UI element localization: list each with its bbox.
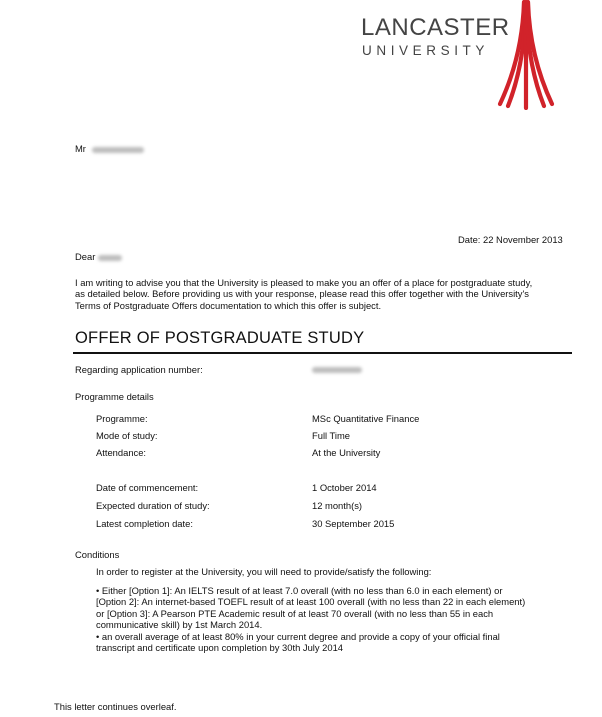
programme-value: MSc Quantitative Finance (312, 413, 420, 424)
university-name-line2: UNIVERSITY (362, 43, 490, 58)
dear-line (75, 251, 122, 262)
redacted-application-number (312, 367, 362, 373)
condition-line: [Option 2]: An internet-based TOEFL result of at least 100 overall (with no less than 22 in each element) (96, 596, 526, 608)
conditions-intro: In order to register at the University, you will need to provide/satisfy the following: (96, 566, 432, 577)
heading-divider (73, 352, 572, 354)
application-label: Regarding application number: (75, 364, 203, 375)
completion-value: 30 September 2015 (312, 518, 395, 529)
commencement-value: 1 October 2014 (312, 482, 377, 493)
completion-label: Latest completion date: (96, 518, 193, 529)
redacted-name (92, 147, 144, 153)
lancaster-logo-mark-icon (496, 0, 556, 110)
addressee (75, 143, 144, 154)
continues-note: This letter continues overleaf. (54, 701, 177, 712)
conditions-list (96, 585, 576, 653)
condition-line: communicative skill) by 1st March 2014. (96, 619, 263, 631)
intro-paragraph (75, 277, 585, 311)
intro-line: Terms of Postgraduate Offers documentation to which this offer is subject. (75, 299, 382, 311)
salutation-title: Mr (75, 143, 86, 154)
letter-date: Date: 22 November 2013 (458, 234, 563, 245)
commencement-label: Date of commencement: (96, 482, 199, 493)
university-name-line1: LANCASTER (361, 14, 510, 41)
condition-line: • an overall average of at least 80% in your current degree and provide a copy of your official final (96, 630, 500, 642)
condition-line: transcript and certificate upon completion by 30th July 2014 (96, 642, 344, 654)
redacted-name (98, 255, 122, 261)
programme-label: Programme: (96, 413, 148, 424)
conditions-title: Conditions (75, 549, 120, 560)
intro-line: as detailed below. Before providing us with your response, please read this offer together with the University's (75, 288, 529, 300)
mode-of-study-value: Full Time (312, 430, 351, 441)
duration-label: Expected duration of study: (96, 500, 210, 511)
condition-line: or [Option 3]: A Pearson PTE Academic result of at least 70 overall (with no less than 55 in each (96, 607, 494, 619)
duration-value: 12 month(s) (312, 500, 363, 511)
attendance-label: Attendance: (96, 447, 147, 458)
intro-line: I am writing to advise you that the University is pleased to make you an offer of a place for postgraduate study, (75, 277, 533, 288)
programme-details-title: Programme details (75, 391, 154, 402)
offer-heading: OFFER OF POSTGRADUATE STUDY (75, 329, 365, 347)
condition-line: • Either [Option 1]: An IELTS result of at least 7.0 overall (with no less than 6.0 in each element) or (96, 585, 503, 596)
mode-of-study-label: Mode of study: (96, 430, 158, 441)
attendance-value: At the University (312, 447, 381, 458)
dear-word: Dear (75, 251, 96, 262)
